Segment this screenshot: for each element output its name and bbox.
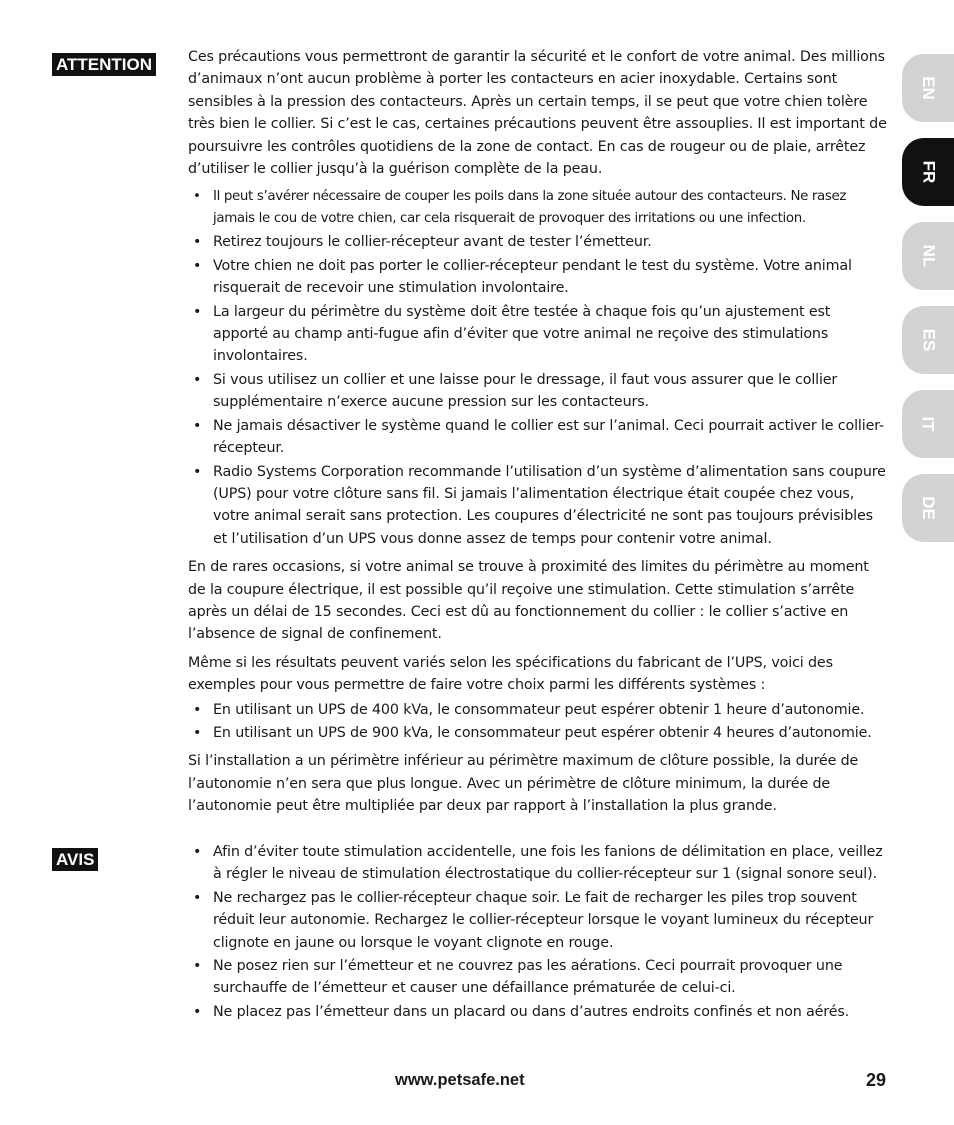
list-item: • Votre chien ne doit pas porter le collier-récepteur pendant le test du système. Votre animal risquerait de recevoir une stimulation involontaire. bbox=[193, 257, 852, 297]
list-item: • La largeur du périmètre du système doit être testée à chaque fois qu’un ajustement est apporté au champ anti-fugue afin d’éviter que votre animal ne reçoive des stimulations involontaires. bbox=[193, 303, 831, 365]
footer-url[interactable]: www.petsafe.net bbox=[395, 1071, 525, 1089]
perimeter-paragraph: Si l’installation a un périmètre inférieur au périmètre maximum de clôture possible, la durée de l’autonomie n’en sera que plus longue. Avec un périmètre de clôture minimum, la durée de l’autonomie peut être multipliée par deux par rapport à l’installation la plus grande. bbox=[188, 753, 859, 815]
intro-paragraph: Ces précautions vous permettront de garantir la sécurité et le confort de votre animal. Des millions d’animaux n’ont aucun problème à porter les contacteurs en acier inoxydable. Certains sont sensibles à la pression des contacteurs. Après un certain temps, il se peut que votre chien tolère très bien le collier. Si c’est le cas, certaines précautions peuvent être assouplies. Il est important de poursuivre les contrôles quotidiens de la zone de contact. En cas de rougeur ou de plaie, arrêtez d’utiliser le collier jusqu’à la guérison complète de la peau. bbox=[188, 49, 887, 178]
tab-de[interactable]: DE bbox=[902, 474, 954, 542]
list-item: • Retirez toujours le collier-récepteur avant de tester l’émetteur. bbox=[193, 234, 652, 251]
list-item: • Si vous utilisez un collier et une laisse pour le dressage, il faut vous assurer que le collier supplémentaire n’exerce aucune pression sur les contacteurs. bbox=[193, 371, 838, 411]
tab-es[interactable]: ES bbox=[902, 306, 954, 374]
ups-intro-paragraph: Même si les résultats peuvent variés selon les spécifications du fabricant de l’UPS, voici des exemples pour vous permettre de faire votre choix parmi les différents systèmes : bbox=[188, 654, 833, 694]
list-item: • Radio Systems Corporation recommande l’utilisation d’un système d’alimentation sans coupure (UPS) pour votre clôture sans fil. Si jamais l’alimentation électrique était coupée chez vous, votre animal serait sans protection. Les coupures d’électricité ne sont pas toujours prévisibles et l’utilisation d’un UPS vous donne assez de temps pour contenir votre animal. bbox=[193, 463, 886, 547]
avis-section bbox=[188, 841, 888, 1024]
outage-paragraph: En de rares occasions, si votre animal se trouve à proximité des limites du périmètre au moment de la coupure électrique, il est possible qu’il reçoive une stimulation. Cette stimulation s’arrête après un délai de 15 secondes. Ceci est dû au fonctionnement du collier : le collier s’active en l’absence de signal de confinement. bbox=[188, 559, 869, 643]
list-item: • Ne posez rien sur l’émetteur et ne couvrez pas les aérations. Ceci pourrait provoquer une surchauffe de l’émetteur et causer une défaillance prématurée de celui-ci. bbox=[193, 958, 843, 997]
page-number: 29 bbox=[865, 1070, 886, 1090]
list-item: • Ne rechargez pas le collier-récepteur chaque soir. Le fait de recharger les piles trop souvent réduit leur autonomie. Rechargez le collier-récepteur lorsque le voyant lumineux du récepteur clignote en jaune ou lorsque le voyant clignote en rouge. bbox=[193, 889, 874, 951]
attention-section bbox=[188, 46, 888, 824]
list-item: • En utilisant un UPS de 400 kVa, le consommateur peut espérer obtenir 1 heure d’autonomie. bbox=[193, 701, 865, 718]
list-item: • Ne jamais désactiver le système quand le collier est sur l’animal. Ceci pourrait activer le collier-récepteur. bbox=[193, 417, 885, 457]
tab-fr[interactable]: FR bbox=[902, 138, 954, 206]
list-item: • Ne placez pas l’émetteur dans un placard ou dans d’autres endroits confinés et non aérés. bbox=[193, 1003, 850, 1020]
list-item: • Afin d’éviter toute stimulation accidentelle, une fois les fanions de délimitation en place, veillez à régler le niveau de stimulation électrostatique du collier-récepteur sur 1 (signal sonore seul). bbox=[193, 844, 883, 883]
attention-list bbox=[188, 186, 888, 550]
ups-list bbox=[188, 699, 888, 745]
attention-label: ATTENTION bbox=[52, 53, 156, 76]
tab-en[interactable]: EN bbox=[902, 54, 954, 122]
list-item: • En utilisant un UPS de 900 kVa, le consommateur peut espérer obtenir 4 heures d’autonomie. bbox=[193, 724, 872, 741]
list-item: • Il peut s’avérer nécessaire de couper les poils dans la zone située autour des contacteurs. Ne rasez jamais le cou de votre chien, car cela risquerait de provoquer des irritations ou une infection. bbox=[193, 189, 847, 227]
avis-label: AVIS bbox=[52, 848, 98, 871]
tab-it[interactable]: IT bbox=[902, 390, 954, 458]
tab-nl[interactable]: NL bbox=[902, 222, 954, 290]
avis-list bbox=[188, 841, 888, 1023]
